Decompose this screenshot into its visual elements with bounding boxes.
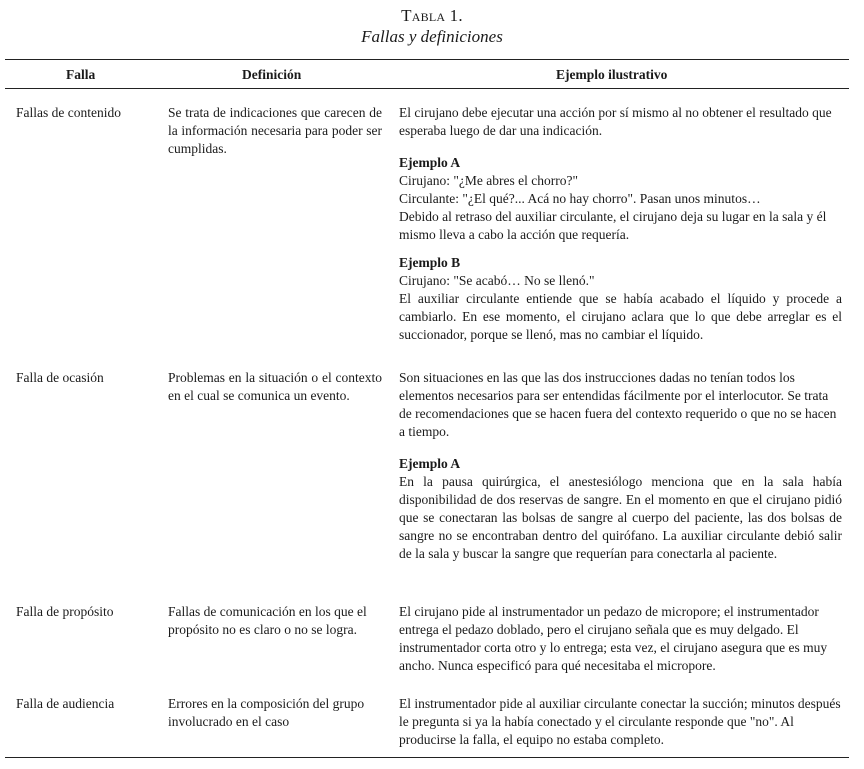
example-label: Ejemplo B: [399, 255, 461, 270]
table-subtitle: Fallas y definiciones: [361, 27, 503, 46]
definicion-cell: Se trata de indicaciones que carecen de la información necesaria para poder ser cumplidas.: [168, 105, 382, 156]
falla-cell: Falla de audiencia: [16, 696, 115, 711]
header-definicion: Definición: [242, 67, 302, 82]
example-line: Circulante: "¿El qué?... Acá no hay chorro". Pasan unos minutos…: [399, 191, 761, 206]
definicion-cell: Fallas de comunicación en los que el propósito no es claro o no se logra.: [168, 604, 367, 637]
example-line: En la pausa quirúrgica, el anestesiólogo menciona que en la sala había disponibilidad de dos reservas de sangre. En el momento en que el cirujano pidió que se conectaran las bolsas de sangre al cuerpo del paciente, las dos bolsas de sangre no se encontraban dentro del quirófano. La auxiliar circulante debió salir de la sala y buscar la sangre que requerían para conectarla al paciente.: [399, 474, 842, 561]
ejemplo-intro: El instrumentador pide al auxiliar circulante conectar la succión; minutos después le pregunta si ya la había conectado y el circulante responde que "no". Al producirse la falla, el equipo no estaba completo.: [399, 696, 841, 747]
ejemplo-intro: El cirujano pide al instrumentador un pedazo de micropore; el instrumentador entrega el pedazo doblado, pero el cirujano señala que es muy delgado. El instrumentador corta otro y lo entrega; esta vez, el cirujano asegura que es muy ancho. Nunca especificó para qué necesitaba el micropore.: [399, 604, 828, 673]
header-rule: [5, 88, 849, 89]
ejemplo-cell: [399, 603, 842, 675]
example-line: Debido al retraso del auxiliar circulante, el cirujano deja su lugar en la sala y él mismo lleva a cabo la acción que requería.: [399, 209, 827, 242]
example-line: Cirujano: "Se acabó… No se llenó.": [399, 273, 595, 288]
top-rule: [5, 59, 849, 60]
falla-cell: Falla de propósito: [16, 604, 114, 619]
ejemplo-cell: [399, 695, 842, 749]
definicion-cell: Problemas en la situación o el contexto en el cual se comunica un evento.: [168, 370, 382, 403]
falla-cell: Falla de ocasión: [16, 370, 104, 385]
ejemplo-intro: El cirujano debe ejecutar una acción por sí mismo al no obtener el resultado que esperaba luego de dar una indicación.: [399, 105, 832, 138]
example-line: El auxiliar circulante entiende que se había acabado el líquido y procede a cambiarlo. En ese momento, el cirujano aclara que lo que debe arreglar es el succionador, porque se llenó, mas no cambiar el líquido.: [399, 291, 842, 342]
header-ejemplo: Ejemplo ilustrativo: [556, 67, 668, 82]
ejemplo-intro: Son situaciones en las que las dos instrucciones dadas no tenían todos los elementos necesarios para ser entendidas fácilmente por el interlocutor. Se trata de recomendaciones que se hacen fuera del contexto requerido o que no se hacen a tiempo.: [399, 370, 837, 439]
header-falla: Falla: [66, 67, 96, 82]
example-label: Ejemplo A: [399, 456, 461, 471]
example-line: Cirujano: "¿Me abres el chorro?": [399, 173, 578, 188]
falla-cell: Fallas de contenido: [16, 105, 121, 120]
ejemplo-cell: [399, 369, 842, 563]
table-title: Tabla 1.: [401, 6, 463, 25]
ejemplo-cell: [399, 104, 842, 344]
example-label: Ejemplo A: [399, 155, 461, 170]
definicion-cell: Errores en la composición del grupo involucrado en el caso: [168, 696, 365, 729]
bottom-rule: [5, 757, 849, 758]
